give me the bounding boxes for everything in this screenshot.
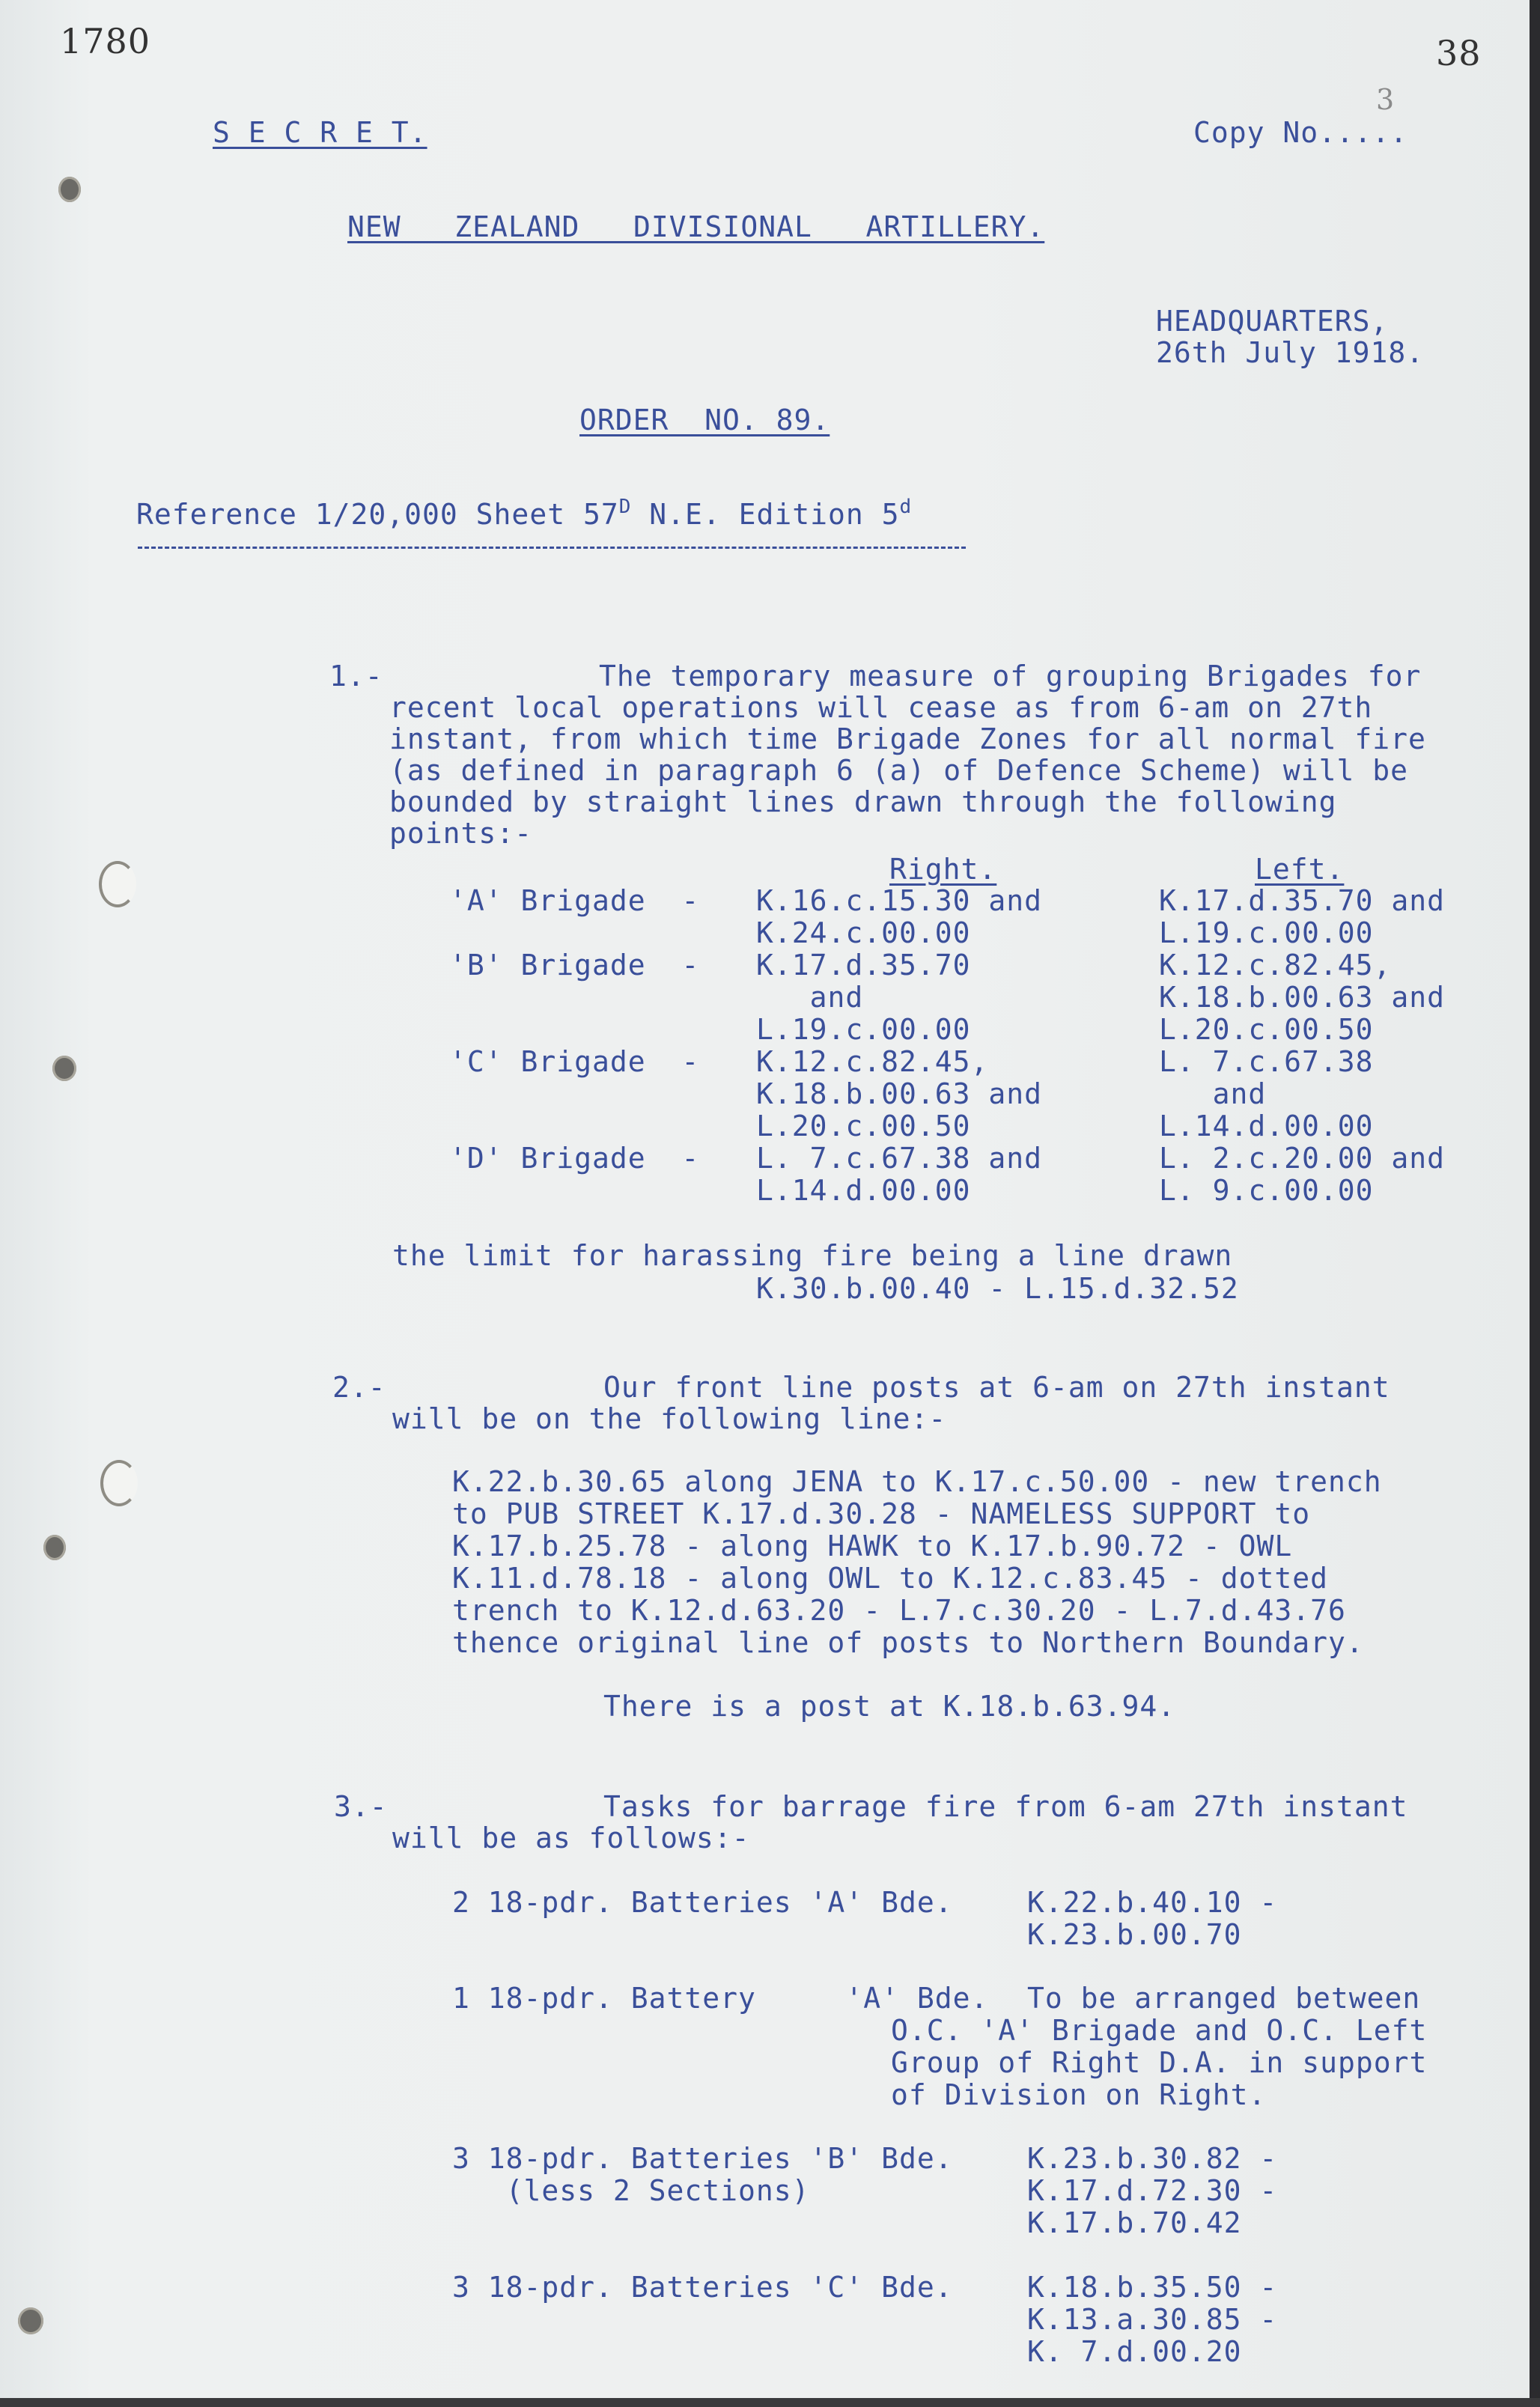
punch-hole-torn [99,861,136,907]
coord: K.17.d.35.70 and [1159,884,1446,917]
para2-number: 2.- [332,1371,386,1404]
para3-number: 3.- [334,1790,388,1823]
coord: K.12.c.82.45, [1159,949,1392,982]
unit-line: 1 18-pdr. Battery 'A' Bde. [452,1982,989,2015]
reference-edition-letter: d [899,496,913,518]
route-line: to PUB STREET K.17.d.30.28 - NAMELESS SUPPORT to [452,1497,1311,1530]
target-line: of Division on Right. [891,2078,1267,2111]
reference-rule [138,547,966,549]
target-line: O.C. 'A' Brigade and O.C. Left [891,2014,1428,2047]
column-right-heading: Right. [889,853,997,886]
para2-line: will be on the following line:- [392,1402,947,1435]
copy-number: 3 [1376,83,1396,116]
reference-sheet-letter: D [618,496,632,518]
coord: L.19.c.00.00 [1159,916,1374,949]
copy-label: Copy No..... [1193,116,1408,149]
target-line: K.17.d.72.30 - [1027,2174,1278,2207]
brigade-a-name: 'A' Brigade - [449,884,700,917]
brigade-b-right [756,949,971,1046]
order-date: 26th July 1918. [1156,336,1425,369]
coord: K.24.c.00.00 [756,916,971,949]
brigade-c-name: 'C' Brigade - [449,1045,700,1078]
para1-line: (as defined in paragraph 6 (a) of Defence Scheme) will be [389,754,1409,787]
reference-text: Reference 1/20,000 Sheet 57 [136,498,619,531]
para2-line: Our front line posts at 6-am on 27th instant [603,1371,1390,1404]
map-reference [136,496,913,531]
task-target [1027,2271,1277,2368]
punch-hole [18,2307,43,2334]
route-line: K.11.d.78.18 - along OWL to K.12.c.83.45 - dotted [452,1562,1329,1595]
brigade-a-right [756,885,1042,949]
coord: K.16.c.15.30 and [756,884,1043,917]
brigade-a-left [1159,885,1445,949]
harassing-fire-limit: the limit for harassing fire being a line drawn [392,1239,1233,1272]
target-line: To be arranged between [1027,1982,1421,2015]
brigade-d-right [756,1142,1042,1207]
target-line: K.22.b.40.10 - [1027,1886,1278,1919]
target-line: K.23.b.00.70 [1027,1918,1242,1951]
para3-line: will be as follows:- [392,1822,750,1854]
brigade-d-name: 'D' Brigade - [449,1142,700,1175]
coord: and [1159,1077,1267,1110]
target-line: K.13.a.30.85 - [1027,2303,1278,2336]
coord: L.20.c.00.50 [1159,1013,1374,1046]
reference-edition: N.E. Edition 5 [631,498,900,531]
brigade-c-right [756,1046,1042,1142]
coord: L.20.c.00.50 [756,1110,971,1142]
post-location: There is a post at K.18.b.63.94. [603,1690,1176,1723]
coord: L. 7.c.67.38 [1159,1045,1374,1078]
unit-line: 2 18-pdr. Batteries 'A' Bde. [452,1886,953,1919]
route-line: K.17.b.25.78 - along HAWK to K.17.b.90.72 - OWL [452,1530,1293,1562]
punch-hole [43,1535,66,1560]
para1-line: points:- [389,817,533,850]
classification: S E C R E T. [213,116,427,149]
target-line: Group of Right D.A. in support [891,2046,1428,2079]
coord: L. 9.c.00.00 [1159,1174,1374,1207]
target-line: K.17.b.70.42 [1027,2206,1242,2239]
route-line: K.22.b.30.65 along JENA to K.17.c.50.00 - new trench [452,1465,1382,1498]
unit-line: 3 18-pdr. Batteries 'C' Bde. [452,2271,953,2304]
route-line: trench to K.12.d.63.20 - L.7.c.30.20 - L.7.d.43.76 [452,1594,1346,1627]
punch-hole [58,177,81,202]
punch-hole-torn [100,1460,138,1506]
column-left-heading: Left. [1255,853,1345,886]
coord: L.14.d.00.00 [756,1174,971,1207]
page-bottom-shadow [0,2398,1540,2407]
para1-line: recent local operations will cease as from 6-am on 27th [389,691,1373,724]
coord: L.14.d.00.00 [1159,1110,1374,1142]
coord: L.19.c.00.00 [756,1013,971,1046]
para1-line: The temporary measure of grouping Brigades for [599,660,1422,693]
task-unit [452,2271,953,2304]
target-line: K.18.b.35.50 - [1027,2271,1278,2304]
coord: K.18.b.00.63 and [1159,981,1446,1014]
coord: K.18.b.00.63 and [756,1077,1043,1110]
coord: K.17.d.35.70 [756,949,971,982]
task-target [1027,2143,1277,2239]
brigade-c-left [1159,1046,1374,1142]
unit-line: 3 18-pdr. Batteries 'B' Bde. [452,2142,953,2175]
target-line: K.23.b.30.82 - [1027,2142,1278,2175]
hq-label: HEADQUARTERS, [1156,305,1389,338]
coord: K.12.c.82.45, [756,1045,989,1078]
brigade-b-left [1159,949,1445,1046]
para1-line: bounded by straight lines drawn through the following [389,785,1337,818]
unit-title: NEW ZEALAND DIVISIONAL ARTILLERY. [347,210,1045,243]
coord: L. 7.c.67.38 and [756,1142,1043,1175]
para3-line: Tasks for barrage fire from 6-am 27th instant [603,1790,1408,1823]
target-line: K. 7.d.00.20 [1027,2335,1242,2368]
harassing-fire-line: K.30.b.00.40 - L.15.d.32.52 [756,1272,1239,1305]
para1-line: instant, from which time Brigade Zones for all normal fire [389,722,1426,755]
page-edge-shadow [1530,0,1540,2407]
brigade-b-name: 'B' Brigade - [449,949,700,982]
task-unit [452,2143,953,2207]
order-number: ORDER NO. 89. [579,404,830,436]
task-target [891,1982,1427,2111]
task-target [1027,1887,1277,1951]
front-line-route [452,1466,1382,1659]
coord: and [756,981,864,1014]
route-line: thence original line of posts to Northern Boundary. [452,1626,1364,1659]
coord: L. 2.c.20.00 and [1159,1142,1446,1175]
punch-hole [52,1056,76,1081]
page-number: 38 [1436,33,1482,73]
para1-number: 1.- [329,660,383,693]
task-unit [452,1887,953,1919]
brigade-d-left [1159,1142,1445,1207]
unit-line: (less 2 Sections) [452,2174,810,2207]
archive-number: 1780 [60,21,151,61]
